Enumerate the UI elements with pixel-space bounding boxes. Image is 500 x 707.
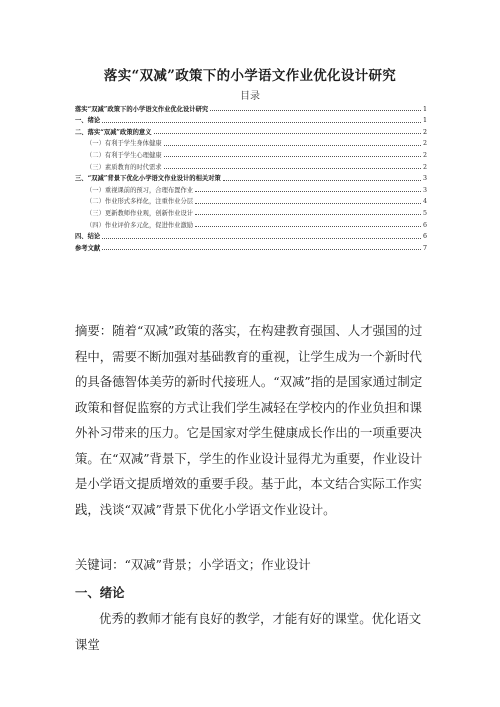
toc-entry[interactable] — [75, 240, 427, 252]
toc-entry[interactable] — [75, 113, 427, 125]
toc-entry[interactable] — [75, 194, 427, 206]
toc-leader-dots — [195, 225, 421, 227]
toc-entry-label: （一）有利于学生身体健康 — [86, 140, 162, 148]
toc-entry-label: 四、结论 — [75, 233, 101, 241]
toc-entry-label: 三、“双减”背景下优化小学语文作业设计的相关对策 — [75, 175, 221, 183]
toc-entry[interactable] — [75, 147, 427, 159]
document-title: 落实“双减”政策下的小学语文作业优化设计研究 — [103, 68, 397, 84]
toc-leader-dots — [164, 144, 421, 146]
toc-leader-dots — [164, 155, 421, 157]
toc-entry-page-number: 7 — [422, 244, 427, 252]
abstract-paragraph: 摘要：随着“双减”政策的落实，在构建教育强国、人才强国的过程中，需要不断加强对基础教育的重视，让学生成为一个新时代的具备德智体美劳的新时代接班人。“双减”指的是国家通过制定政策和督促监察的方式让我们学生减轻在学校内的作业负担和课外补习带来的压力。它是国家对学生健康成长作出的一项重要决策。在“双减”背景下，学生的作业设计显得尤为重要，作业设计是小学语文提质增效的重要手段。基于此，本文结合实际工作实践，浅谈“双减”背景下优化小学语文作业设计。 — [75, 323, 423, 517]
toc-leader-dots — [154, 132, 421, 134]
introduction-paragraph: 优秀的教师才能有良好的教学，才能有好的课堂。优化语文课堂 — [75, 611, 422, 652]
toc-entry-label: （三）素质教育的时代需求 — [86, 163, 162, 171]
toc-entry-page-number: 3 — [422, 175, 427, 183]
table-of-contents — [75, 101, 427, 252]
toc-entry-label: 落实“双减”政策下的小学语文作业优化设计研究 — [75, 105, 209, 113]
toc-entry-page-number: 2 — [422, 151, 427, 159]
toc-entry-page-number: 1 — [422, 105, 427, 113]
toc-entry-label: （三）更新教师作业观，创新作业设计 — [86, 209, 194, 217]
toc-leader-dots — [164, 167, 421, 169]
toc-entry-page-number: 1 — [422, 117, 427, 125]
toc-leader-dots — [102, 121, 421, 123]
toc-leader-dots — [210, 109, 421, 111]
toc-entry-label: （四）作业评价多元化，促进作业激励 — [86, 221, 194, 229]
toc-leader-dots — [195, 190, 421, 192]
toc-entry-page-number: 5 — [422, 209, 427, 217]
toc-entry-page-number: 6 — [422, 233, 427, 241]
toc-leader-dots — [195, 202, 421, 204]
toc-entry[interactable] — [75, 171, 427, 183]
toc-entry-label: 参考文献 — [75, 244, 101, 252]
toc-leader-dots — [195, 213, 421, 215]
toc-entry-label: （二）作业形式多样化，注重作业分层 — [86, 198, 194, 206]
toc-leader-dots — [223, 179, 421, 181]
toc-entry-label: （一）重视课前的预习，合理布置作业 — [86, 186, 194, 194]
keywords-line: 关键词：“双减”背景；小学语文；作业设计 — [75, 557, 311, 572]
toc-entry-label: 二、落实“双减”政策的意义 — [75, 128, 152, 136]
toc-entry-label: 一、绪论 — [75, 117, 101, 125]
section-heading-introduction: 一、绪论 — [75, 585, 125, 600]
toc-entry-page-number: 6 — [422, 221, 427, 229]
toc-entry-page-number: 2 — [422, 140, 427, 148]
toc-leader-dots — [102, 237, 421, 239]
toc-entry-label: （二）有利于学生心理健康 — [86, 151, 162, 159]
toc-entry[interactable] — [75, 229, 427, 241]
toc-entry[interactable] — [75, 101, 427, 113]
toc-heading: 目录 — [240, 91, 260, 102]
toc-entry[interactable] — [75, 159, 427, 171]
toc-entry[interactable] — [75, 205, 427, 217]
toc-entry[interactable] — [75, 136, 427, 148]
toc-entry[interactable] — [75, 182, 427, 194]
toc-entry-page-number: 4 — [422, 198, 427, 206]
toc-entry[interactable] — [75, 124, 427, 136]
toc-entry-page-number: 2 — [422, 128, 427, 136]
toc-entry-page-number: 2 — [422, 163, 427, 171]
toc-entry[interactable] — [75, 217, 427, 229]
toc-entry-page-number: 3 — [422, 186, 427, 194]
toc-leader-dots — [102, 248, 421, 250]
